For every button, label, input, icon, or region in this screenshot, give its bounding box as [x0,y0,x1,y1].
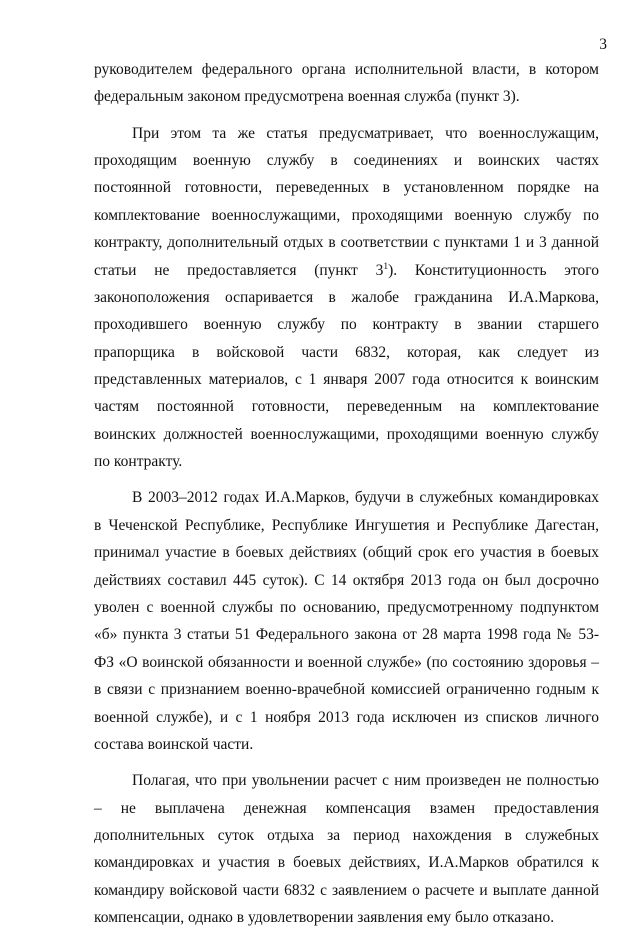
text-line: проходившего военную службу по контракту в звании старшего [94,316,599,334]
paragraph [94,56,599,111]
paragraph [94,767,599,931]
page-number: 3 [599,36,607,53]
text-line: – не выплачена денежная компенсация взамен предоставления [94,799,599,817]
text-line: уволен с военной службы по основанию, предусмотренному подпунктом [94,599,599,617]
text-line: контракту, дополнительный отдых в соответствии с пунктами 1 и 3 данной [94,234,599,252]
text-line: принимал участие в боевых действиях (общий срок его участия в боевых [94,544,599,562]
text-line: в связи с признанием военно-врачебной комиссией ограниченно годным к [94,681,599,699]
text-line: военной службе), и с 1 ноября 2013 года исключен из списков личного [94,708,599,726]
text-line: воинских должностей военнослужащими, проходящими военную службу [94,425,599,443]
text-line: командиру войсковой части 6832 с заявлением о расчете и выплате данной [94,881,599,899]
paragraph-gap [94,476,599,485]
text-line: При этом та же статья предусматривает, что военнослужащим, [132,124,599,142]
text-line: действиях составил 445 суток). С 14 октября 2013 года он был досрочно [94,571,599,589]
text-line: частям постоянной готовности, переведенным на комплектование [94,398,599,416]
paragraph-gap [94,758,599,767]
text-line: в Чеченской Республике, Республике Ингушетия и Республике Дагестан, [94,516,599,534]
text-line: В 2003–2012 годах И.А.Марков, будучи в служебных командировках [132,489,599,507]
paragraph [94,484,599,758]
text-line: прапорщика в войсковой части 6832, которая, как следует из [94,343,599,361]
text-line: комплектование военнослужащими, проходящими военную службу по [94,206,599,224]
text-line: командировках и участия в боевых действиях, И.А.Марков обратился к [94,854,599,872]
paragraph-gap [94,111,599,120]
text-line: руководителем федерального органа исполнительной власти, в котором [94,61,599,78]
text-line: состава воинской части. [94,735,254,753]
text-line: постоянной готовности, переведенных в установленном порядке на [94,179,599,197]
text-line: Полагая, что при увольнении расчет с ним произведен не полностью [132,772,599,790]
text-line: представленных материалов, с 1 января 2007 года относится к воинским [94,371,599,389]
paragraph [94,120,599,476]
superscript: 1 [383,261,389,272]
text-line: ФЗ «О воинской обязанности и военной службе» (по состоянию здоровья – [94,653,599,671]
text-line: проходящим военную службу в соединениях и воинских частях [94,151,599,169]
text-run: ). Конституционность этого [388,261,599,279]
text-line: компенсации, однако в удовлетворении заявления ему было отказано. [94,909,555,927]
text-line: федеральным законом предусмотрена военная служба (пункт 3). [94,88,520,106]
text-line: законоположения оспаривается в жалобе гражданина И.А.Маркова, [94,288,599,306]
text-line: «б» пункта 3 статьи 51 Федерального закона от 28 марта 1998 года № 53- [94,626,599,644]
text-line [94,257,599,284]
text-line: по контракту. [94,453,183,471]
document-body [94,56,599,932]
text-run: статьи не предоставляется (пункт 3 [94,261,384,279]
text-line: дополнительных суток отдыха за период нахождения в служебных [94,826,599,844]
